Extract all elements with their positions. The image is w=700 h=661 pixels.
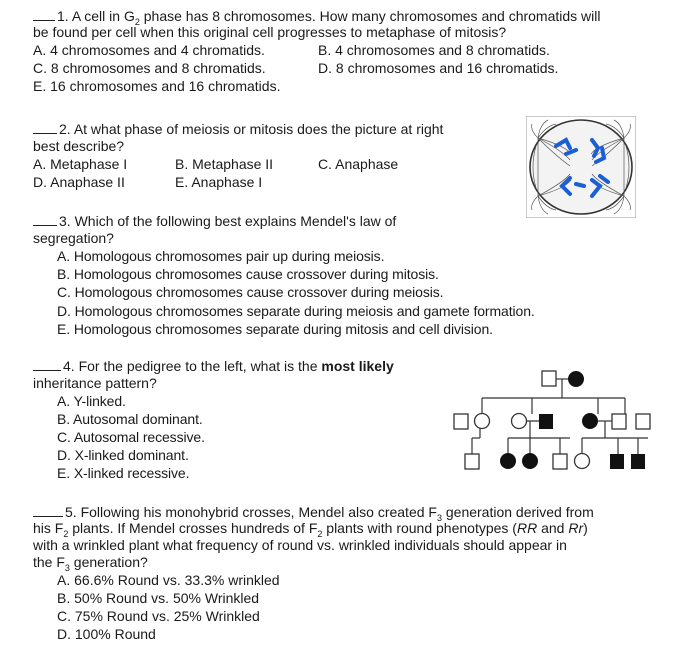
q5-text-a: Following his monohybrid crosses, Mendel also created F bbox=[80, 504, 437, 520]
q5-text-f: and bbox=[537, 520, 569, 536]
q1-option-e[interactable]: E. 16 chromosomes and 16 chromatids. bbox=[33, 78, 281, 94]
q1-option-c[interactable]: C. 8 chromosomes and 8 chromatids. bbox=[33, 60, 266, 76]
q4-option-c[interactable]: C. Autosomal recessive. bbox=[57, 429, 205, 445]
q2-number: 2. bbox=[59, 121, 71, 137]
q2-option-c[interactable]: C. Anaphase bbox=[318, 156, 399, 172]
q5-text-b: generation derived from bbox=[441, 504, 594, 520]
q5-text-i: generation? bbox=[69, 554, 148, 570]
q3-answer-blank[interactable] bbox=[33, 213, 57, 226]
gen2-male-unaffected bbox=[636, 414, 650, 429]
q2-option-b[interactable]: B. Metaphase II bbox=[175, 156, 274, 172]
gen3-male-affected bbox=[610, 454, 624, 469]
q2-answer-blank[interactable] bbox=[33, 121, 57, 134]
cell-division-image bbox=[526, 116, 636, 218]
q1-answer-blank[interactable] bbox=[33, 8, 55, 21]
q5-text-g: ) bbox=[583, 520, 588, 536]
q1-sub: 2 bbox=[134, 16, 140, 27]
cell-membrane bbox=[530, 120, 632, 214]
q5-genotype-2: Rr bbox=[568, 520, 584, 536]
gen3-female-affected bbox=[500, 453, 516, 469]
q5-sub-3: 2 bbox=[317, 528, 323, 539]
q4-text: For the pedigree to the left, what is the bbox=[78, 358, 322, 374]
q4-option-b[interactable]: B. Autosomal dominant. bbox=[57, 411, 203, 427]
q3-text: Which of the following best explains Mendel's law of bbox=[74, 213, 397, 229]
gen2-male-affected bbox=[539, 414, 553, 429]
q5-answer-blank[interactable] bbox=[33, 504, 63, 517]
q4-option-d[interactable]: D. X-linked dominant. bbox=[57, 447, 189, 463]
gen3-female-unaffected bbox=[575, 454, 590, 469]
q3-option-d[interactable]: D. Homologous chromosomes separate during meiosis and gamete formation. bbox=[57, 303, 535, 319]
q1-option-a[interactable]: A. 4 chromosomes and 4 chromatids. bbox=[33, 42, 265, 58]
gen3-male-unaffected bbox=[465, 454, 479, 469]
gen2-spouse-female bbox=[512, 414, 527, 429]
gen3-male-unaffected-2 bbox=[553, 454, 567, 469]
q5-text-d: plants. If Mendel crosses hundreds of F bbox=[68, 520, 318, 536]
q3-option-b[interactable]: B. Homologous chromosomes cause crossover during mitosis. bbox=[57, 266, 439, 282]
q5-text-e: plants with round phenotypes ( bbox=[322, 520, 517, 536]
q3-line1 bbox=[33, 213, 396, 228]
q3-option-a[interactable]: A. Homologous chromosomes pair up during meiosis. bbox=[57, 248, 385, 264]
q3-line2: segregation? bbox=[33, 230, 114, 246]
chromosome-6 bbox=[576, 184, 584, 186]
gen2-spouse-male bbox=[454, 414, 468, 429]
q4-option-a[interactable]: A. Y-linked. bbox=[57, 393, 126, 409]
q2-option-d[interactable]: D. Anaphase II bbox=[33, 174, 125, 190]
q4-answer-blank[interactable] bbox=[33, 358, 61, 371]
q5-option-c[interactable]: C. 75% Round vs. 25% Wrinkled bbox=[57, 608, 260, 624]
q4-line1 bbox=[33, 358, 394, 373]
gen1-male-unaffected bbox=[542, 371, 556, 386]
q2-line1 bbox=[33, 121, 443, 136]
q5-line4 bbox=[33, 555, 148, 573]
q2-option-e[interactable]: E. Anaphase I bbox=[175, 174, 263, 190]
q5-text-h: the F bbox=[33, 554, 65, 570]
q4-line2: inheritance pattern? bbox=[33, 375, 157, 391]
q4-emphasis: most likely bbox=[321, 358, 394, 374]
q3-number: 3. bbox=[59, 213, 71, 229]
q1-line2: be found per cell when this original cell progresses to metaphase of mitosis? bbox=[33, 24, 507, 40]
q5-sub: 3 bbox=[436, 512, 442, 523]
q2-option-a[interactable]: A. Metaphase I bbox=[33, 156, 128, 172]
q4-option-e[interactable]: E. X-linked recessive. bbox=[57, 465, 190, 481]
gen3-male-affected-2 bbox=[631, 454, 645, 469]
q3-option-c[interactable]: C. Homologous chromosomes cause crossover during meiosis. bbox=[57, 284, 444, 300]
q3-option-e[interactable]: E. Homologous chromosomes separate during mitosis and cell division. bbox=[57, 321, 493, 337]
q1-number: 1. bbox=[57, 8, 69, 24]
q1-text-b: phase has 8 chromosomes. How many chromosomes and chromatids will bbox=[139, 8, 601, 24]
q5-option-b[interactable]: B. 50% Round vs. 50% Wrinkled bbox=[57, 590, 260, 606]
q5-option-a[interactable]: A. 66.6% Round vs. 33.3% wrinkled bbox=[57, 572, 280, 588]
q2-text: At what phase of meiosis or mitosis does the picture at right bbox=[73, 121, 444, 137]
gen2-female-unaffected bbox=[475, 414, 490, 429]
q1-option-b[interactable]: B. 4 chromosomes and 8 chromatids. bbox=[318, 42, 550, 58]
q5-text-c: his F bbox=[33, 520, 64, 536]
pedigree-chart bbox=[450, 362, 660, 478]
q4-number: 4. bbox=[63, 358, 75, 374]
q5-genotype-1: RR bbox=[516, 520, 538, 536]
gen2-female-affected bbox=[582, 413, 598, 429]
q5-sub-2: 2 bbox=[63, 528, 69, 539]
q5-number: 5. bbox=[65, 504, 77, 520]
q2-line2: best describe? bbox=[33, 138, 125, 154]
gen3-female-affected-2 bbox=[522, 453, 538, 469]
q5-option-d[interactable]: D. 100% Round bbox=[57, 626, 156, 642]
gen2-spouse-male-2 bbox=[612, 414, 626, 429]
q5-sub-4: 3 bbox=[64, 562, 70, 573]
gen1-female-affected bbox=[568, 371, 584, 387]
q1-text-a: A cell in G bbox=[71, 8, 135, 24]
q5-line3: with a wrinkled plant what frequency of round vs. wrinkled individuals should appear in bbox=[33, 537, 567, 553]
q1-option-d[interactable]: D. 8 chromosomes and 16 chromatids. bbox=[318, 60, 559, 76]
